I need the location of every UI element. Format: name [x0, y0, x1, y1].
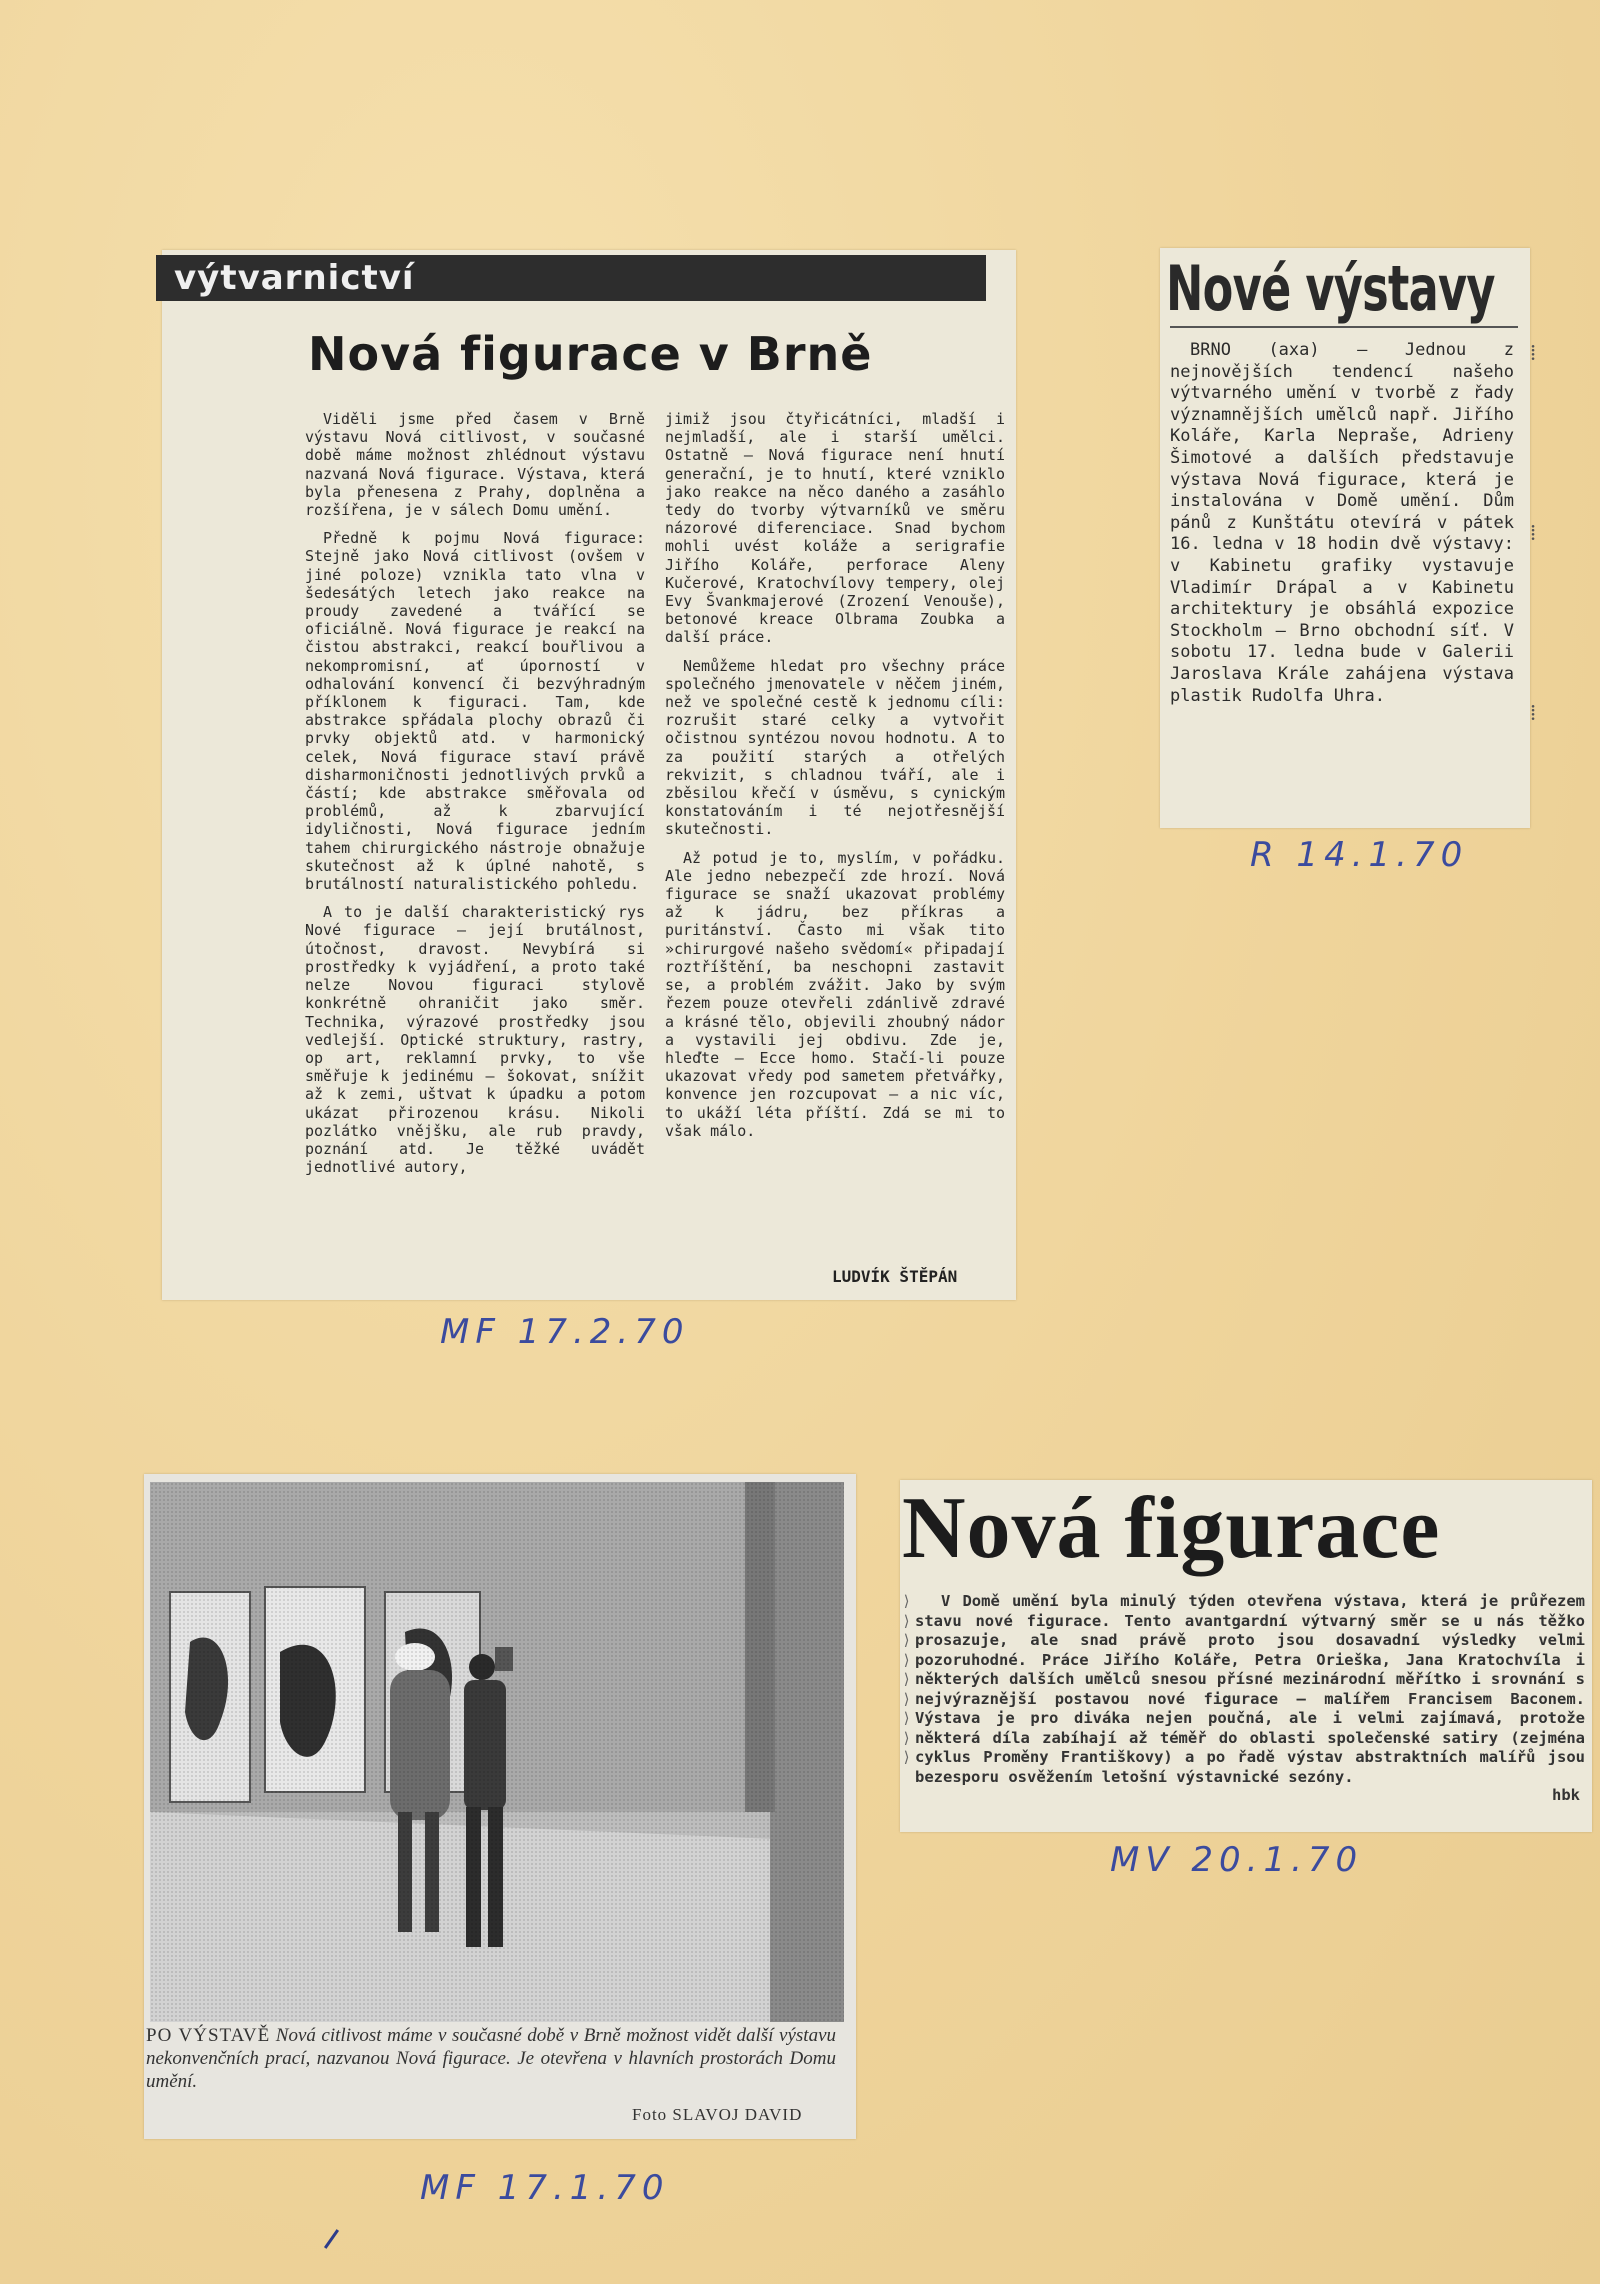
margin-mark: ⁞	[1530, 700, 1537, 725]
caption-text: Nová citlivost máme v současné době v Brně možnost vidět další výstavu nekonvenčních prací, nazvanou Nová figurace. Je otevřena v hlavních prostorách Domu umění.	[146, 2025, 837, 2092]
handwritten-date: MV 20.1.70	[1110, 1840, 1364, 1880]
article2-title: Nové výstavy	[1166, 252, 1495, 325]
paragraph: jimiž jsou čtyřicátníci, mladší i nejmladší, ale i starší umělci. Ostatně — Nová figurace není hnutí generační, je to hnutí, které vzniklo jako reakce na něco daného a zasáhlo tedy do tvorby výtvarníků ve směru názorové diferenciace. Snad bychom mohli uvést koláže a serigrafie Jiřího Koláře, perforace Aleny Kučerové, Kratochvílovy tempery, olej Evy Švankmajerové (Zrození Venouše), betonové kreace Olbrama Zoubka a další práce.	[665, 410, 1005, 647]
paragraph: Až potud je to, myslím, v pořádku. Ale jedno nebezpečí zde hrozí. Nová figurace se snaží ukazovat problémy až k jádru, bez příkras a puritánství. Často mi však tito »chirurgové našeho svědomí« připadají roztříštění, ba neschopni zastavit se, a problém zvážit. Jako by svým řezem pouze otevřeli zdánlivě zdravé a krásné tělo, objevili zhoubný nádor a vystavili jej obdivu. Zde je, hleďte — Ecce homo. Stačí-li pouze ukazovat vředy pod sametem přetvářky, konvence jen rozcupovat — a nic víc, to ukáží léta příští. Zdá se mi to však málo.	[665, 848, 1005, 1140]
article2-body: BRNO (axa) — Jednou z nejnovějších tendencí našeho výtvarného umění v tvorbě z řady významnějších umělců např. Jiřího Koláře, Karla Nepraše, Adrieny Šimotové a dalších představuje výstava Nová figurace, která je instalována v Domě umění. Dům pánů z Kunštátu otevírá v pátek 16. ledna v 18 hodin dvě výstavy: v Kabinetu grafiky vystavuje Vladimír Drápal a v Kabinetu architektury je obsáhlá expozice Stockholm — Brno obchodní síť. V sobotu 17. ledna bude v Galerii Jaroslava Krále zahájena výstava plastik Rudolfa Uhra.	[1170, 340, 1514, 706]
margin-mark: ⁞	[1530, 520, 1537, 545]
paragraph: Viděli jsme před časem v Brně výstavu Nová citlivost, v současné době máme možnost zhlédnout výstavu nazvaná Nová figurace. Výstava, která byla přenesena z Prahy, doplněna a rozšířena, je v sálech Domu umění.	[305, 410, 645, 520]
handwritten-date: R 14.1.70	[1250, 835, 1469, 875]
margin-mark: ⁞	[1530, 340, 1537, 365]
article3-body: V Domě umění byla minulý týden otevřena výstava, která je průřezem stavu nové figurace. Tento avantgardní výtvarný směr se u nás těžko prosazuje, ale snad právě proto jsou dosavadní výsledky velmi pozoruhodné. Práce Jiřího Koláře, Petra Orieška, Jana Kratochvíla i některých dalších umělců snesou přísné mezinárodní měřítko i srovnání s nejvýraznější postavou nové figurace — malířem Francisem Baconem. Výstava je pro diváka nejen poučná, ale i velmi zajímavá, protože některá díla zabíhají až téměř do oblasti společenské satiry (zejména cyklus Proměny Františkovy) a po řadě výstav abstraktních malířů jsou bezesporu osvěžením letošní výstavnické sezóny.	[915, 1592, 1585, 1786]
article1-column-1	[305, 410, 645, 1186]
article1-author: LUDVÍK ŠTĚPÁN	[832, 1267, 958, 1286]
exhibition-photo	[150, 1482, 844, 2022]
paragraph: Nemůžeme hledat pro všechny práce společného jmenovatele v něčem jiném, než ve společné cestě k jednomu cíli: rozrušit staré celky a vytvořit očistnou syntézou novou hodnotu. A to za použití starých a otřelých rekvizit, s chladnou tváří, ale i zběsilou křečí v úsměvu, s cynickým konstatováním i té nejotřesnější skutečnosti.	[665, 656, 1005, 839]
article1-title: Nová figurace v Brně	[308, 327, 873, 381]
paragraph: A to je další charakteristický rys Nové figurace — její brutálnost, útočnost, dravost. Nevybírá si prostředky k vyjádření, a proto také nelze Novou figuraci stylově konkrétně ohraničit jako směr. Technika, výrazové prostředky jsou vedlejší. Optické struktury, rastry, op art, reklamní prvky, to vše směřuje k jedinému — šokovat, snížit až k zemi, uštvat k úpadku a potom ukázat přirozenou krásu. Nikoli pozlátko vnějšku, ale rub pravdy, poznání atd. Je těžké uvádět jednotlivé autory,	[305, 903, 645, 1177]
photo-caption	[146, 2024, 836, 2093]
handwritten-date: MF 17.2.70	[440, 1312, 690, 1352]
article3-title: Nová figurace	[902, 1480, 1441, 1577]
section-banner	[156, 255, 986, 301]
zigzag-edge: ⟩ ⟩ ⟩ ⟩ ⟩ ⟩ ⟩ ⟩ ⟩	[902, 1592, 912, 1766]
paragraph: Předně k pojmu Nová figurace: Stejně jako Nová citlivost (ovšem v jiné poloze) vznikla tato vlna v šedesátých letech jako reakce na proudy zavedené a tvářící se oficiálně. Nová figurace je reakcí na čistou abstrakci, reakcí bouřlivou a nekompromisní, ať úporností v odhalování konvencí či bezvýhradným příklonem k figuraci. Tam, kde abstrakce spřádala plochy obrazů či prvky objektů atd. v harmonický celek, Nová figurace staví právě disharmoničnosti jednotlivých prvků a částí; kde abstrakce směřovala od problémů, až k zbarvující idyličnosti, Nová figurace jedním tahem chirurgického nástroje obnažuje skutečnost až k úplné nahotě, s brutálností naturalistického pohledu.	[305, 529, 645, 894]
handwritten-date: MF 17.1.70	[420, 2168, 670, 2208]
article1-column-2	[665, 410, 1005, 1150]
pen-stroke	[324, 2229, 339, 2249]
article3-signature: hbk	[1552, 1786, 1580, 1804]
divider	[1170, 326, 1518, 328]
section-label: výtvarnictví	[174, 258, 415, 298]
caption-lead: PO VÝSTAVĚ	[146, 2025, 271, 2046]
photo-credit: Foto SLAVOJ DAVID	[632, 2105, 803, 2124]
